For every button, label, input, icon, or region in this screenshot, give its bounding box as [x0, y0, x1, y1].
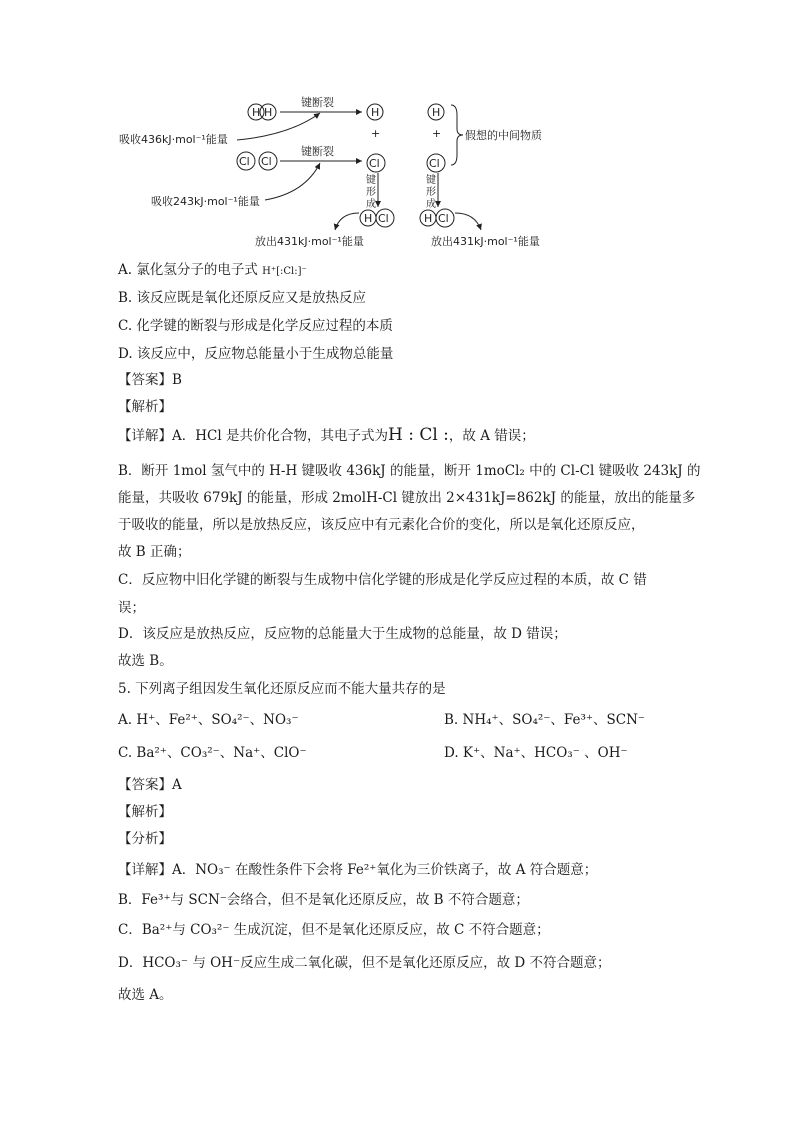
q4-detail-b-1: B．断开 1mol 氢气中的 H-H 键吸收 436kJ 的能量，断开 1moCl₂ 中的 Cl-Cl 键吸收 243kJ 的 [118, 463, 701, 479]
q4-conclusion: 故选 B。 [118, 653, 173, 669]
q4-option-c: C. 化学键的断裂与形成是化学反应过程的本质 [118, 318, 393, 334]
q5-analysis-heading: 【解析】 [118, 804, 172, 820]
q4-detail-d: D．该反应是放热反应，反应物的总能量大于生成物的总能量，故 D 错误； [118, 626, 567, 642]
hcl-electron-formula: H : Cl : [387, 425, 449, 445]
absorb-label-2: 吸收243kJ·mol⁻¹能量 [151, 195, 260, 208]
h-atom-label: H [264, 106, 273, 119]
electron-formula: H⁺[:Cl:]⁻ [262, 266, 307, 277]
q5-detail-a: 【详解】A．NO₃⁻ 在酸性条件下会将 Fe²⁺氧化为三价铁离子，故 A 符合题意； [118, 862, 598, 878]
plus-sign: + [432, 127, 442, 140]
release-label-1: 放出431kJ·mol⁻¹能量 [255, 235, 364, 248]
bond-form-char: 成 [426, 199, 436, 210]
q5-conclusion: 故选 A。 [118, 987, 173, 1003]
hcl-formation-diagram [115, 95, 575, 255]
option-text: A. 氯化氢分子的电子式 [118, 262, 258, 278]
q4-detail-b-4: 故 B 正确； [118, 544, 191, 560]
bond-form-char: 形 [366, 187, 376, 198]
q5-stem: 5. 下列离子组因发生氧化还原反应而不能大量共存的是 [118, 681, 446, 697]
q4-analysis-heading: 【解析】 [118, 399, 172, 415]
absorb-label-1: 吸收436kJ·mol⁻¹能量 [119, 133, 228, 146]
q4-option-b: B. 该反应既是氧化还原反应又是放热反应 [118, 290, 367, 306]
q5-option-c: C. Ba²⁺、CO₃²⁻、Na⁺、ClO⁻ [118, 745, 307, 761]
release-label-2: 放出431kJ·mol⁻¹能量 [431, 235, 540, 248]
q5-detail-c: C．Ba²⁺与 CO₃²⁻ 生成沉淀，但不是氧化还原反应，故 C 不符合题意； [118, 922, 550, 938]
q5-fenxi-heading: 【分析】 [118, 831, 172, 847]
q4-option-d: D. 该反应中，反应物总能量小于生成物总能量 [118, 346, 394, 362]
bond-form-char: 成 [366, 199, 376, 210]
cl-atom-label: Cl [369, 157, 380, 170]
q4-detail-b-2: 能量，共吸收 679kJ 的能量，形成 2molH-Cl 键放出 2×431kJ=862kJ 的能量，放出的能量多 [118, 490, 696, 506]
h-atom-label: H [424, 212, 433, 225]
plus-sign: + [371, 127, 381, 140]
h-atom-label: H [252, 106, 261, 119]
cl-atom-label: Cl [239, 155, 250, 168]
bond-form-char: 形 [426, 187, 436, 198]
q4-answer: 【答案】B [118, 372, 182, 388]
q5-detail-d: D．HCO₃⁻ 与 OH⁻反应生成二氧化碳，但不是氧化还原反应，故 D 不符合题意； [118, 955, 611, 971]
bond-form-char: 键 [426, 175, 436, 186]
q5-detail-b: B．Fe³⁺与 SCN⁻会络合，但不是氧化还原反应，故 B 不符合题意； [118, 892, 529, 908]
cl-atom-label: Cl [429, 157, 440, 170]
break-label-2: 键断裂 [301, 145, 334, 158]
h-atom-label: H [432, 106, 441, 119]
energy-diagram [115, 95, 575, 255]
q4-detail-a: 【详解】A．HCl 是共价化合物，其电子式为H : Cl :，故 A 错误； [118, 425, 535, 445]
q5-option-d: D. K⁺、Na⁺、HCO₃⁻ 、OH⁻ [444, 745, 628, 761]
q4-detail-c-1: C．反应物中旧化学键的断裂与生成物中信化学键的形成是化学反应过程的本质，故 C 错 [118, 572, 647, 588]
h-atom-label: H [371, 106, 380, 119]
bond-form-char: 键 [366, 175, 376, 186]
q5-option-b: B. NH₄⁺、SO₄²⁻、Fe³⁺、SCN⁻ [444, 712, 646, 728]
q4-detail-c-2: 误； [118, 600, 145, 616]
cl-atom-label: Cl [378, 212, 389, 225]
q5-option-a: A. H⁺、Fe²⁺、SO₄²⁻、NO₃⁻ [118, 712, 299, 728]
cl-atom-label: Cl [438, 212, 449, 225]
q5-answer: 【答案】A [118, 777, 182, 793]
cl-atom-label: Cl [261, 155, 272, 168]
h-atom-label: H [364, 212, 373, 225]
q4-option-a [118, 258, 307, 278]
q4-detail-b-3: 于吸收的能量，所以是放热反应，该反应中有元素化合价的变化，所以是氧化还原反应， [118, 517, 645, 533]
hypothetical-label: 假想的中间物质 [465, 129, 542, 142]
break-label-1: 键断裂 [301, 96, 334, 109]
